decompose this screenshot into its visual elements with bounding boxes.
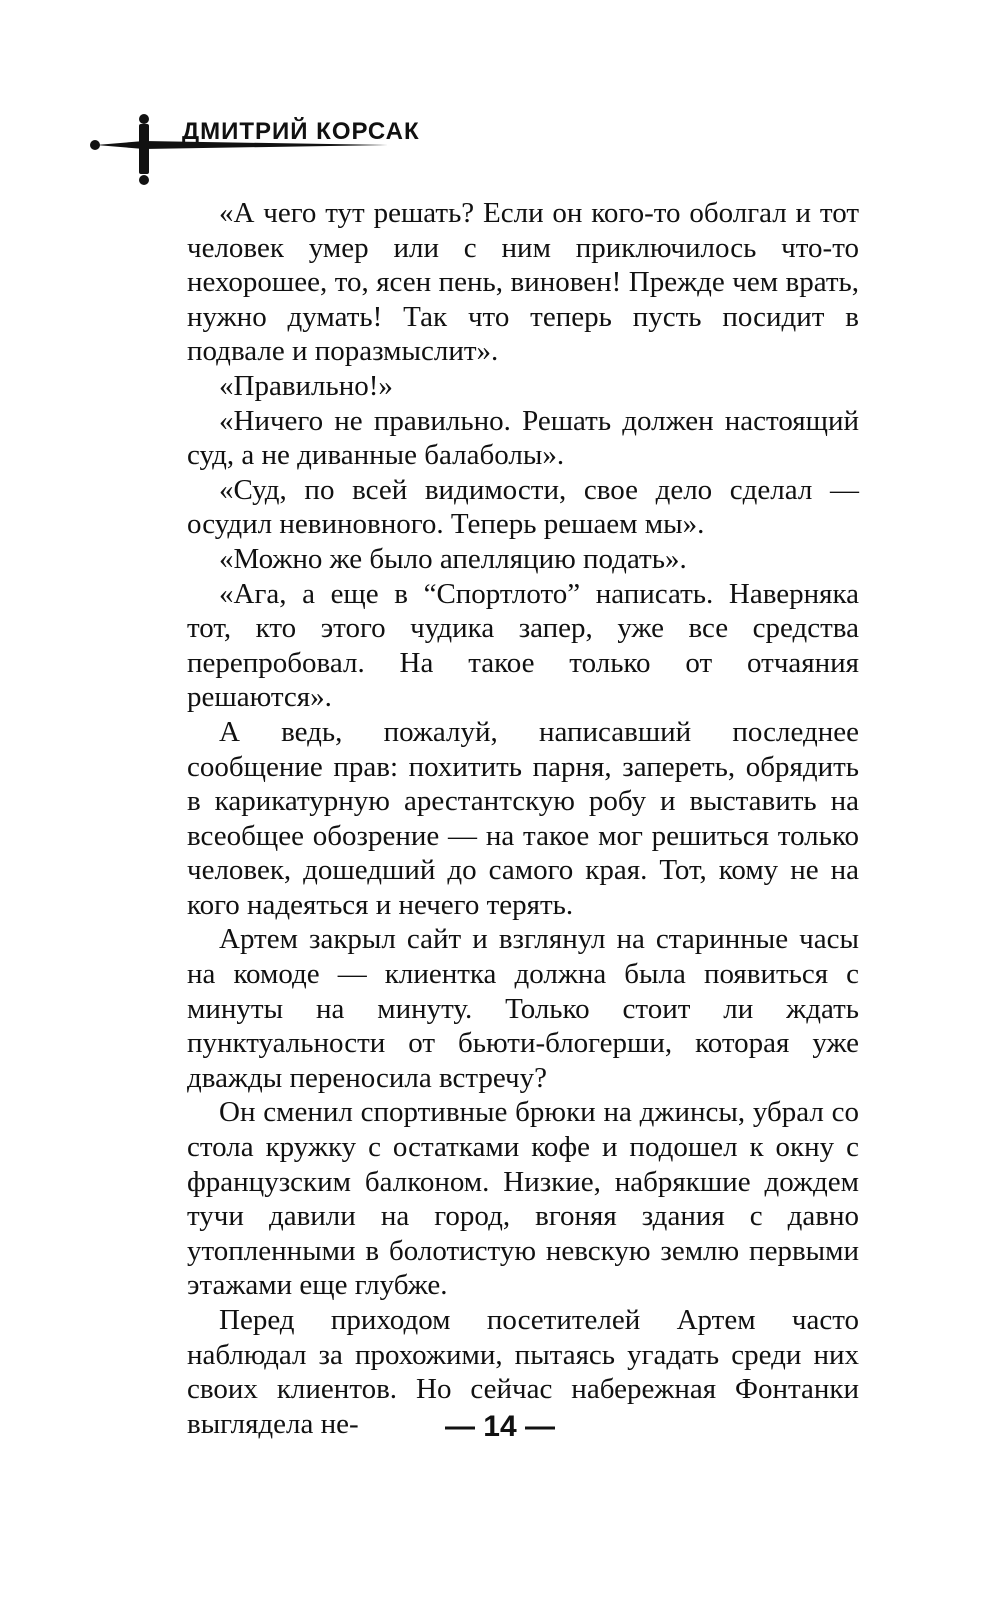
paragraph: Перед приходом посетителей Артем часто наблюдал за прохожими, пытаясь угадать среди них своих клиентов. Но сейчас набережная Фонтанки выглядела не- — [187, 1304, 859, 1440]
page-number: — 14 — — [444, 1410, 556, 1443]
paragraph: Артем закрыл сайт и взглянул на старинные часы на комоде — клиентка должна была появиться с минуты на минуту. Только стоит ли ждать пунктуальности от бьюти-блогерши, которая уже дважды переносила встречу? — [187, 923, 859, 1094]
paragraph: «Суд, по всей видимости, свое дело сделал — осудил невиновного. Теперь решаем мы». — [187, 473, 859, 541]
running-header — [88, 110, 420, 190]
paragraph: «Правильно!» — [219, 369, 393, 402]
body-text — [187, 196, 859, 1441]
paragraph: «Можно же было апелляцию подать». — [219, 542, 687, 575]
paragraph: «Ага, а еще в “Спортлото” написать. Наверняка тот, кто этого чудика запер, уже все средства перепробовал. На такое только от отчаяния решаются». — [187, 577, 859, 714]
author-name: ДМИТРИЙ КОРСАК — [182, 118, 420, 145]
paragraph: Он сменил спортивные брюки на джинсы, убрал со стола кружку с остатками кофе и подошел к окну с французским балконом. Низкие, набрякшие дождем тучи давили на город, вгоняя здания с давно утопленными в болотистую невскую землю первыми этажами еще глубже. — [187, 1096, 859, 1302]
paragraph: «Ничего не правильно. Решать должен настоящий суд, а не диванные балаболы». — [187, 404, 859, 472]
paragraph: А ведь, пожалуй, написавший последнее сообщение прав: похитить парня, запереть, обрядить в карикатурную арестантскую робу и выставить на всеобщее обозрение — на такое мог решиться только человек, дошедший до самого края. Тот, кому не на кого надеяться и нечего терять. — [187, 715, 859, 921]
paragraph: «А чего тут решать? Если он кого-то оболгал и тот человек умер или с ним приключилось что-то нехорошее, то, ясен пень, виновен! Прежде чем врать, нужно думать! Так что теперь пусть посидит в подвале и поразмыслит». — [187, 197, 859, 368]
